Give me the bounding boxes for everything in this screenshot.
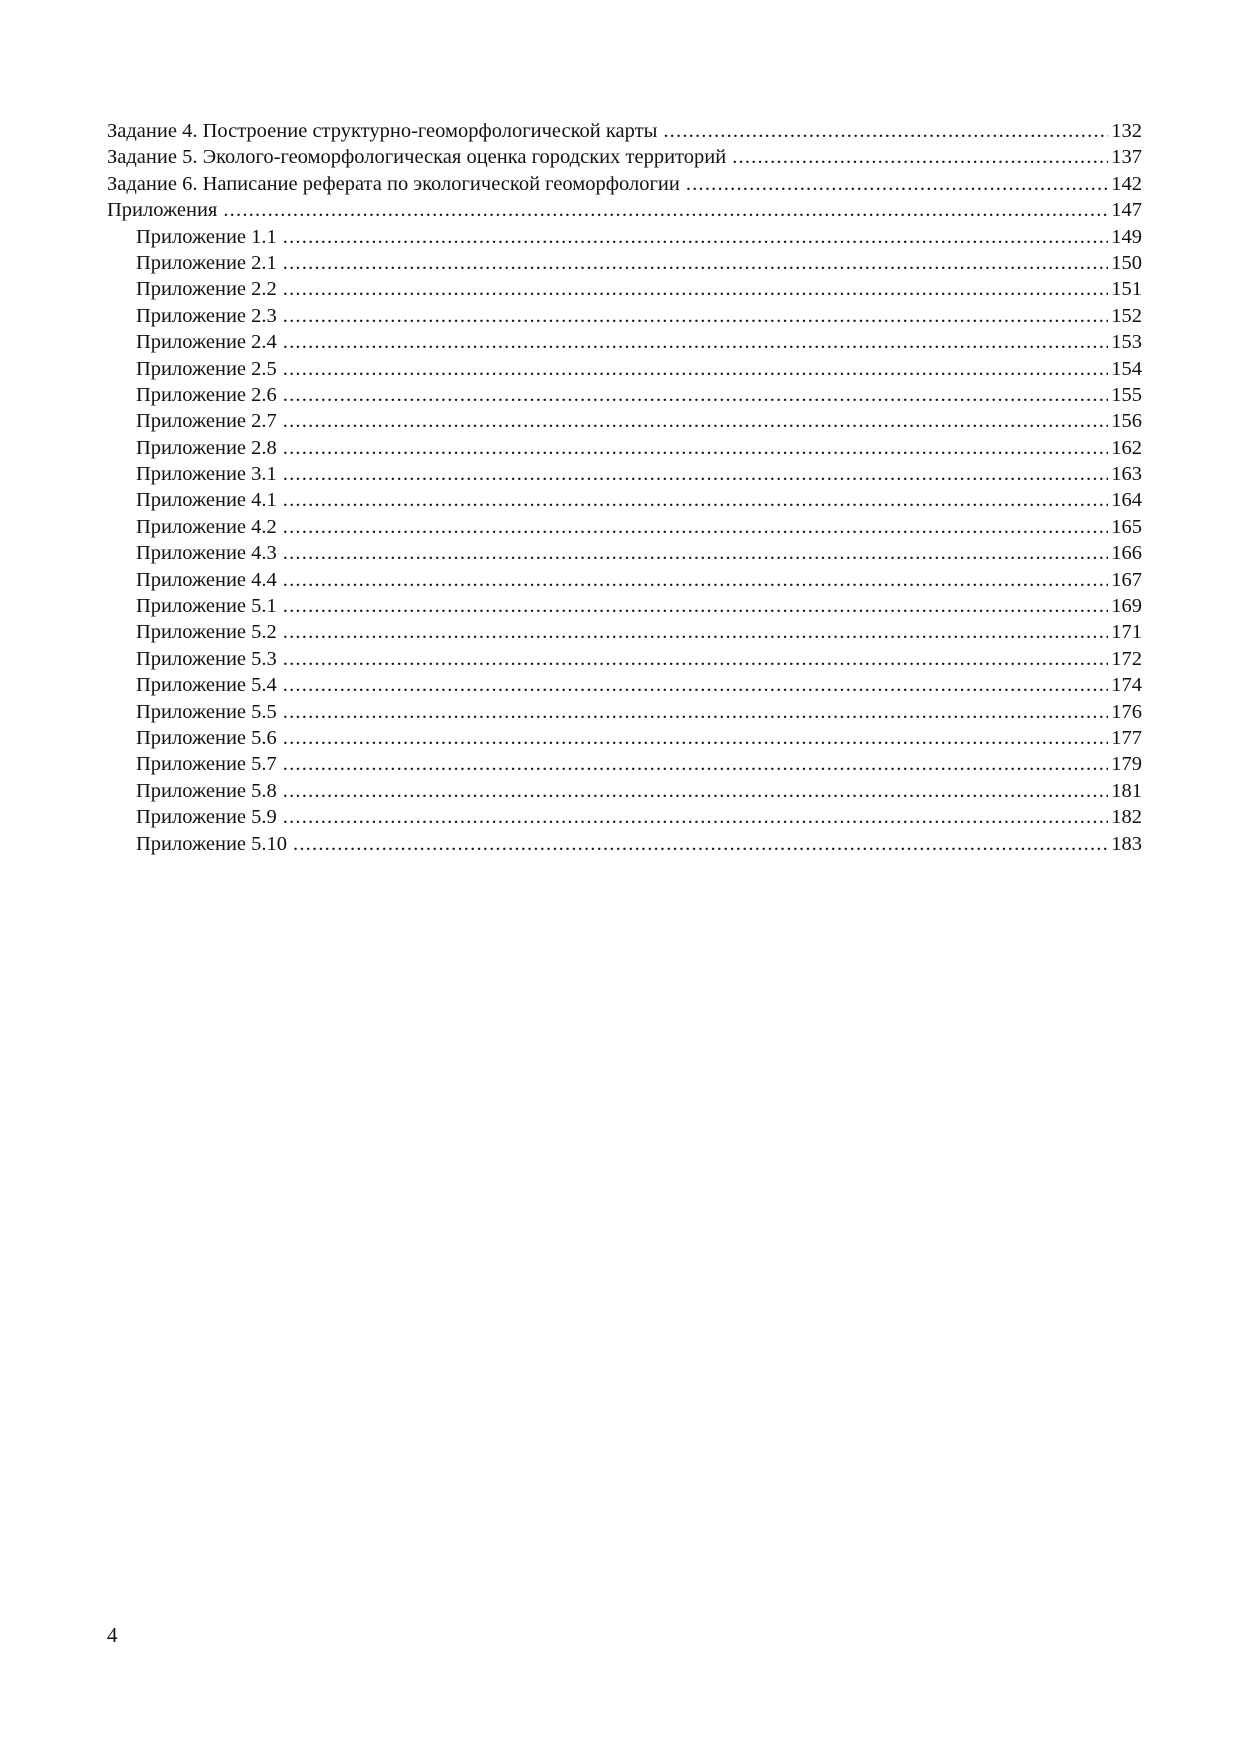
toc-dot-leader [663,118,1108,144]
toc-entry-title: Приложение 5.2 [136,621,277,644]
toc-entry-page-number: 176 [1111,700,1142,723]
toc-appendix-entry[interactable] [107,593,1142,619]
toc-entry-page-number: 152 [1111,304,1142,327]
toc-entry-title: Приложение 2.1 [136,251,277,274]
toc-entry-page-number: 155 [1111,383,1142,406]
toc-entry-title: Задание 5. Эколого-геоморфологическая оценка городских территорий [107,146,727,169]
toc-appendix-entry[interactable] [107,619,1142,645]
toc-appendix-entry[interactable] [107,646,1142,672]
toc-dot-leader [283,725,1108,751]
toc-dot-leader [283,276,1108,302]
toc-appendix-entry[interactable] [107,487,1142,513]
toc-entry-title: Приложение 2.8 [136,436,277,459]
toc-entry-page-number: 183 [1111,832,1142,855]
toc-appendix-entry[interactable] [107,725,1142,751]
toc-entry-page-number: 182 [1111,806,1142,829]
toc-entry-title: Приложение 2.3 [136,304,277,327]
toc-dot-leader [283,646,1108,672]
toc-dot-leader [293,831,1108,857]
toc-entry-page-number: 169 [1111,595,1142,618]
toc-entry-page-number: 132 [1111,120,1142,142]
toc-section-entry[interactable] [107,171,1142,197]
toc-entry-page-number: 165 [1111,515,1142,538]
toc-appendix-entry[interactable] [107,804,1142,830]
toc-entry-title: Приложение 5.6 [136,726,277,749]
toc-entry-page-number: 181 [1111,779,1142,802]
toc-section-entry[interactable] [107,197,1142,223]
toc-appendix-entry[interactable] [107,435,1142,461]
toc-entry-page-number: 147 [1111,199,1142,222]
toc-entry-page-number: 151 [1111,278,1142,301]
toc-dot-leader [283,329,1108,355]
toc-section-entry[interactable] [107,144,1142,170]
toc-entry-title: Задание 4. Построение структурно-геоморфологической карты [107,120,658,142]
toc-appendix-entry[interactable] [107,303,1142,329]
toc-entry-title: Приложение 5.5 [136,700,277,723]
toc-appendix-entry[interactable] [107,778,1142,804]
toc-dot-leader [283,567,1108,593]
toc-dot-leader [283,356,1108,382]
toc-entry-title: Приложение 2.4 [136,331,277,354]
page-number: 4 [107,1623,118,1647]
toc-entry-title: Приложение 4.3 [136,542,277,565]
toc-dot-leader [283,250,1108,276]
toc-entry-page-number: 153 [1111,331,1142,354]
toc-entry-title: Приложение 2.5 [136,357,277,380]
toc-entry-title: Приложение 3.1 [136,463,277,486]
toc-entry-page-number: 174 [1111,674,1142,697]
toc-entry-page-number: 150 [1111,251,1142,274]
toc-entry-page-number: 154 [1111,357,1142,380]
toc-entry-page-number: 162 [1111,436,1142,459]
toc-entry-page-number: 142 [1111,172,1142,195]
toc-entry-title: Приложение 5.9 [136,806,277,829]
toc-dot-leader [283,804,1108,830]
toc-entry-title: Приложение 2.6 [136,383,277,406]
toc-section-entry[interactable] [107,118,1142,144]
toc-appendix-entry[interactable] [107,250,1142,276]
toc-dot-leader [283,514,1108,540]
toc-appendix-entry[interactable] [107,461,1142,487]
toc-appendix-entry[interactable] [107,356,1142,382]
toc-dot-leader [283,435,1108,461]
toc-dot-leader [283,303,1108,329]
toc-entry-page-number: 179 [1111,753,1142,776]
toc-entry-title: Приложение 5.10 [136,832,288,855]
toc-appendix-entry[interactable] [107,540,1142,566]
toc-entry-title: Приложение 2.2 [136,278,277,301]
toc-entry-page-number: 171 [1111,621,1142,644]
toc-appendix-entry[interactable] [107,831,1142,857]
toc-appendix-entry[interactable] [107,699,1142,725]
toc-entry-page-number: 156 [1111,410,1142,433]
toc-entry-page-number: 137 [1111,146,1142,169]
toc-entry-title: Приложение 4.1 [136,489,277,512]
toc-entry-page-number: 172 [1111,647,1142,670]
toc-entry-page-number: 149 [1111,225,1142,248]
toc-dot-leader [283,699,1108,725]
toc-dot-leader [732,144,1108,170]
toc-appendix-entry[interactable] [107,672,1142,698]
toc-entry-title: Приложение 4.4 [136,568,277,591]
toc-entry-title: Приложение 5.8 [136,779,277,802]
toc-entry-page-number: 177 [1111,726,1142,749]
toc-appendix-entry[interactable] [107,408,1142,434]
toc-appendix-entry[interactable] [107,224,1142,250]
toc-entry-title: Приложение 2.7 [136,410,277,433]
toc-entry-title: Приложение 5.7 [136,753,277,776]
toc-dot-leader [223,197,1108,223]
toc-appendix-entry[interactable] [107,382,1142,408]
toc-appendix-entry[interactable] [107,751,1142,777]
toc-dot-leader [283,751,1108,777]
toc-dot-leader [686,171,1108,197]
toc-dot-leader [283,461,1108,487]
toc-entry-title: Приложение 5.1 [136,595,277,618]
toc-dot-leader [283,224,1108,250]
toc-dot-leader [283,778,1108,804]
toc-entry-page-number: 164 [1111,489,1142,512]
toc-appendix-entry[interactable] [107,329,1142,355]
toc-entry-title: Приложение 1.1 [136,225,277,248]
toc-appendix-entry[interactable] [107,567,1142,593]
toc-appendix-entry[interactable] [107,514,1142,540]
toc-dot-leader [283,487,1108,513]
toc-entry-title: Приложение 5.3 [136,647,277,670]
toc-dot-leader [283,540,1108,566]
toc-entry-title: Приложение 4.2 [136,515,277,538]
toc-entry-title: Приложения [107,199,218,222]
toc-dot-leader [283,672,1108,698]
toc-appendix-entry[interactable] [107,276,1142,302]
toc-dot-leader [283,593,1108,619]
toc-dot-leader [283,382,1108,408]
toc-entry-page-number: 166 [1111,542,1142,565]
table-of-contents [107,118,1142,857]
toc-entry-page-number: 167 [1111,568,1142,591]
toc-dot-leader [283,619,1108,645]
toc-entry-title: Задание 6. Написание реферата по экологической геоморфологии [107,172,680,195]
toc-entry-title: Приложение 5.4 [136,674,277,697]
toc-dot-leader [283,408,1108,434]
toc-entry-page-number: 163 [1111,463,1142,486]
